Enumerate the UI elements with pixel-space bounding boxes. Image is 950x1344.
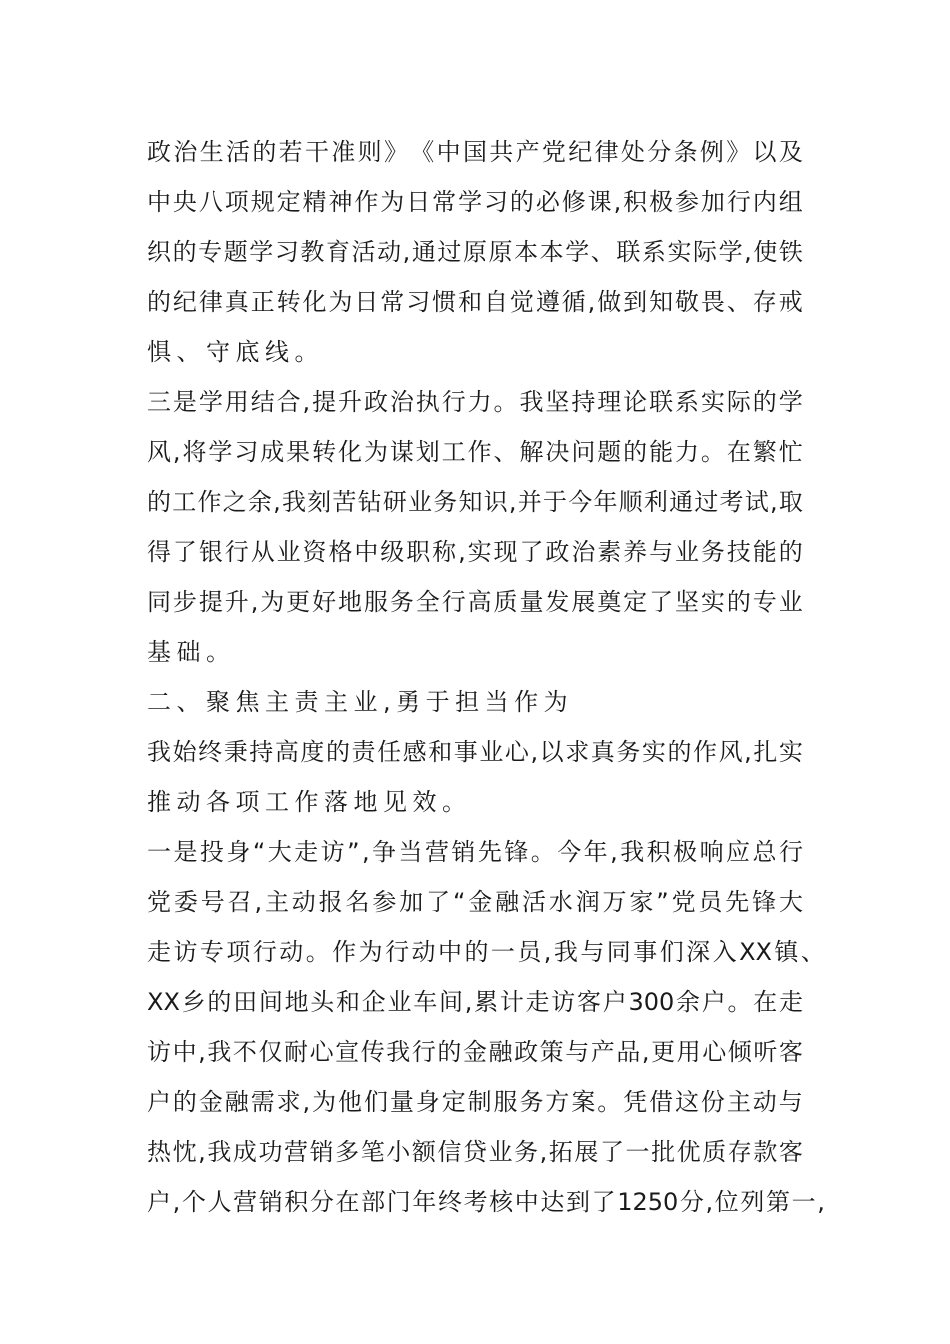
text-line: 政 治 生 活 的 若 干 准 则 》 《 中 国 共 产 党 纪 律 处 分 条 例 》 以 及 [147,138,803,166]
text-line: 得 了 银 行 从 业 资 格 中 级 职 称 , 实 现 了 政 治 素 养 与 业 务 技 能 的 [147,538,803,566]
text-line: 户 , 个 人 营 销 积 分 在 部 门 年 终 考 核 中 达 到 了 1250 分 , 位 列 第 一 , [147,1188,825,1216]
text-line: 一 是 投 身 “ 大 走 访 ” , 争 当 营 销 先 锋 。 今 年 , 我 积 极 响 应 总 行 [147,838,803,866]
text-line: 基础。 [147,638,236,666]
text-line: 织 的 专 题 学 习 教 育 活 动 , 通 过 原 原 本 本 学 、 联 系 实 际 学 , 使 铁 [147,238,803,266]
text-line: 惧、守底线。 [147,338,324,366]
text-line: 中 央 八 项 规 定 精 神 作 为 日 常 学 习 的 必 修 课 , 积 极 参 加 行 内 组 [147,188,803,216]
paragraph-discipline-continued [147,127,803,377]
text-line: 三 是 学 用 结 合 , 提 升 政 治 执 行 力 。 我 坚 持 理 论 联 系 实 际 的 学 [147,388,803,416]
text-line: 访 中 , 我 不 仅 耐 心 宣 传 我 行 的 金 融 政 策 与 产 品 , 更 用 心 倾 听 客 [147,1038,803,1066]
text-line: 同 步 提 升 , 为 更 好 地 服 务 全 行 高 质 量 发 展 奠 定 了 坚 实 的 专 业 [147,588,803,616]
text-line: 的 工 作 之 余 , 我 刻 苦 钻 研 业 务 知 识 , 并 于 今 年 顺 利 通 过 考 试 , 取 [147,488,803,516]
section-heading-2 [147,677,803,727]
text-line: 推动各项工作落地见效。 [147,788,472,816]
text-line: 走 访 专 项 行 动 。 作 为 行 动 中 的 一 员 , 我 与 同 事 们 深 入 XX 镇 、 [147,938,825,966]
document-body [147,127,825,1227]
text-line: XX 乡 的 田 间 地 头 和 企 业 车 间 , 累 计 走 访 客 户 300 余 户 。 在 走 [147,988,803,1016]
text-line: 我 始 终 秉 持 高 度 的 责 任 感 和 事 业 心 , 以 求 真 务 实 的 作 风 , 扎 实 [147,738,803,766]
paragraph-intro-2 [147,727,803,827]
text-line: 党 委 号 召 , 主 动 报 名 参 加 了 “ 金 融 活 水 润 万 家 ” 党 员 先 锋 大 [147,888,803,916]
text-line: 热 忱 , 我 成 功 营 销 多 笔 小 额 信 贷 业 务 , 拓 展 了 一 批 优 质 存 款 客 [147,1138,803,1166]
text-line: 户 的 金 融 需 求 , 为 他 们 量 身 定 制 服 务 方 案 。 凭 借 这 份 主 动 与 [147,1088,803,1116]
text-line: 的 纪 律 真 正 转 化 为 日 常 习 惯 和 自 觉 遵 循 , 做 到 知 敬 畏 、 存 戒 [147,288,803,316]
paragraph-study-apply [147,377,803,677]
text-line: 风 , 将 学 习 成 果 转 化 为 谋 划 工 作 、 解 决 问 题 的 能 力 。 在 繁 忙 [147,438,803,466]
heading-line: 二、聚焦主责主业,勇于担当作为 [147,688,574,716]
paragraph-visits [147,827,825,1227]
